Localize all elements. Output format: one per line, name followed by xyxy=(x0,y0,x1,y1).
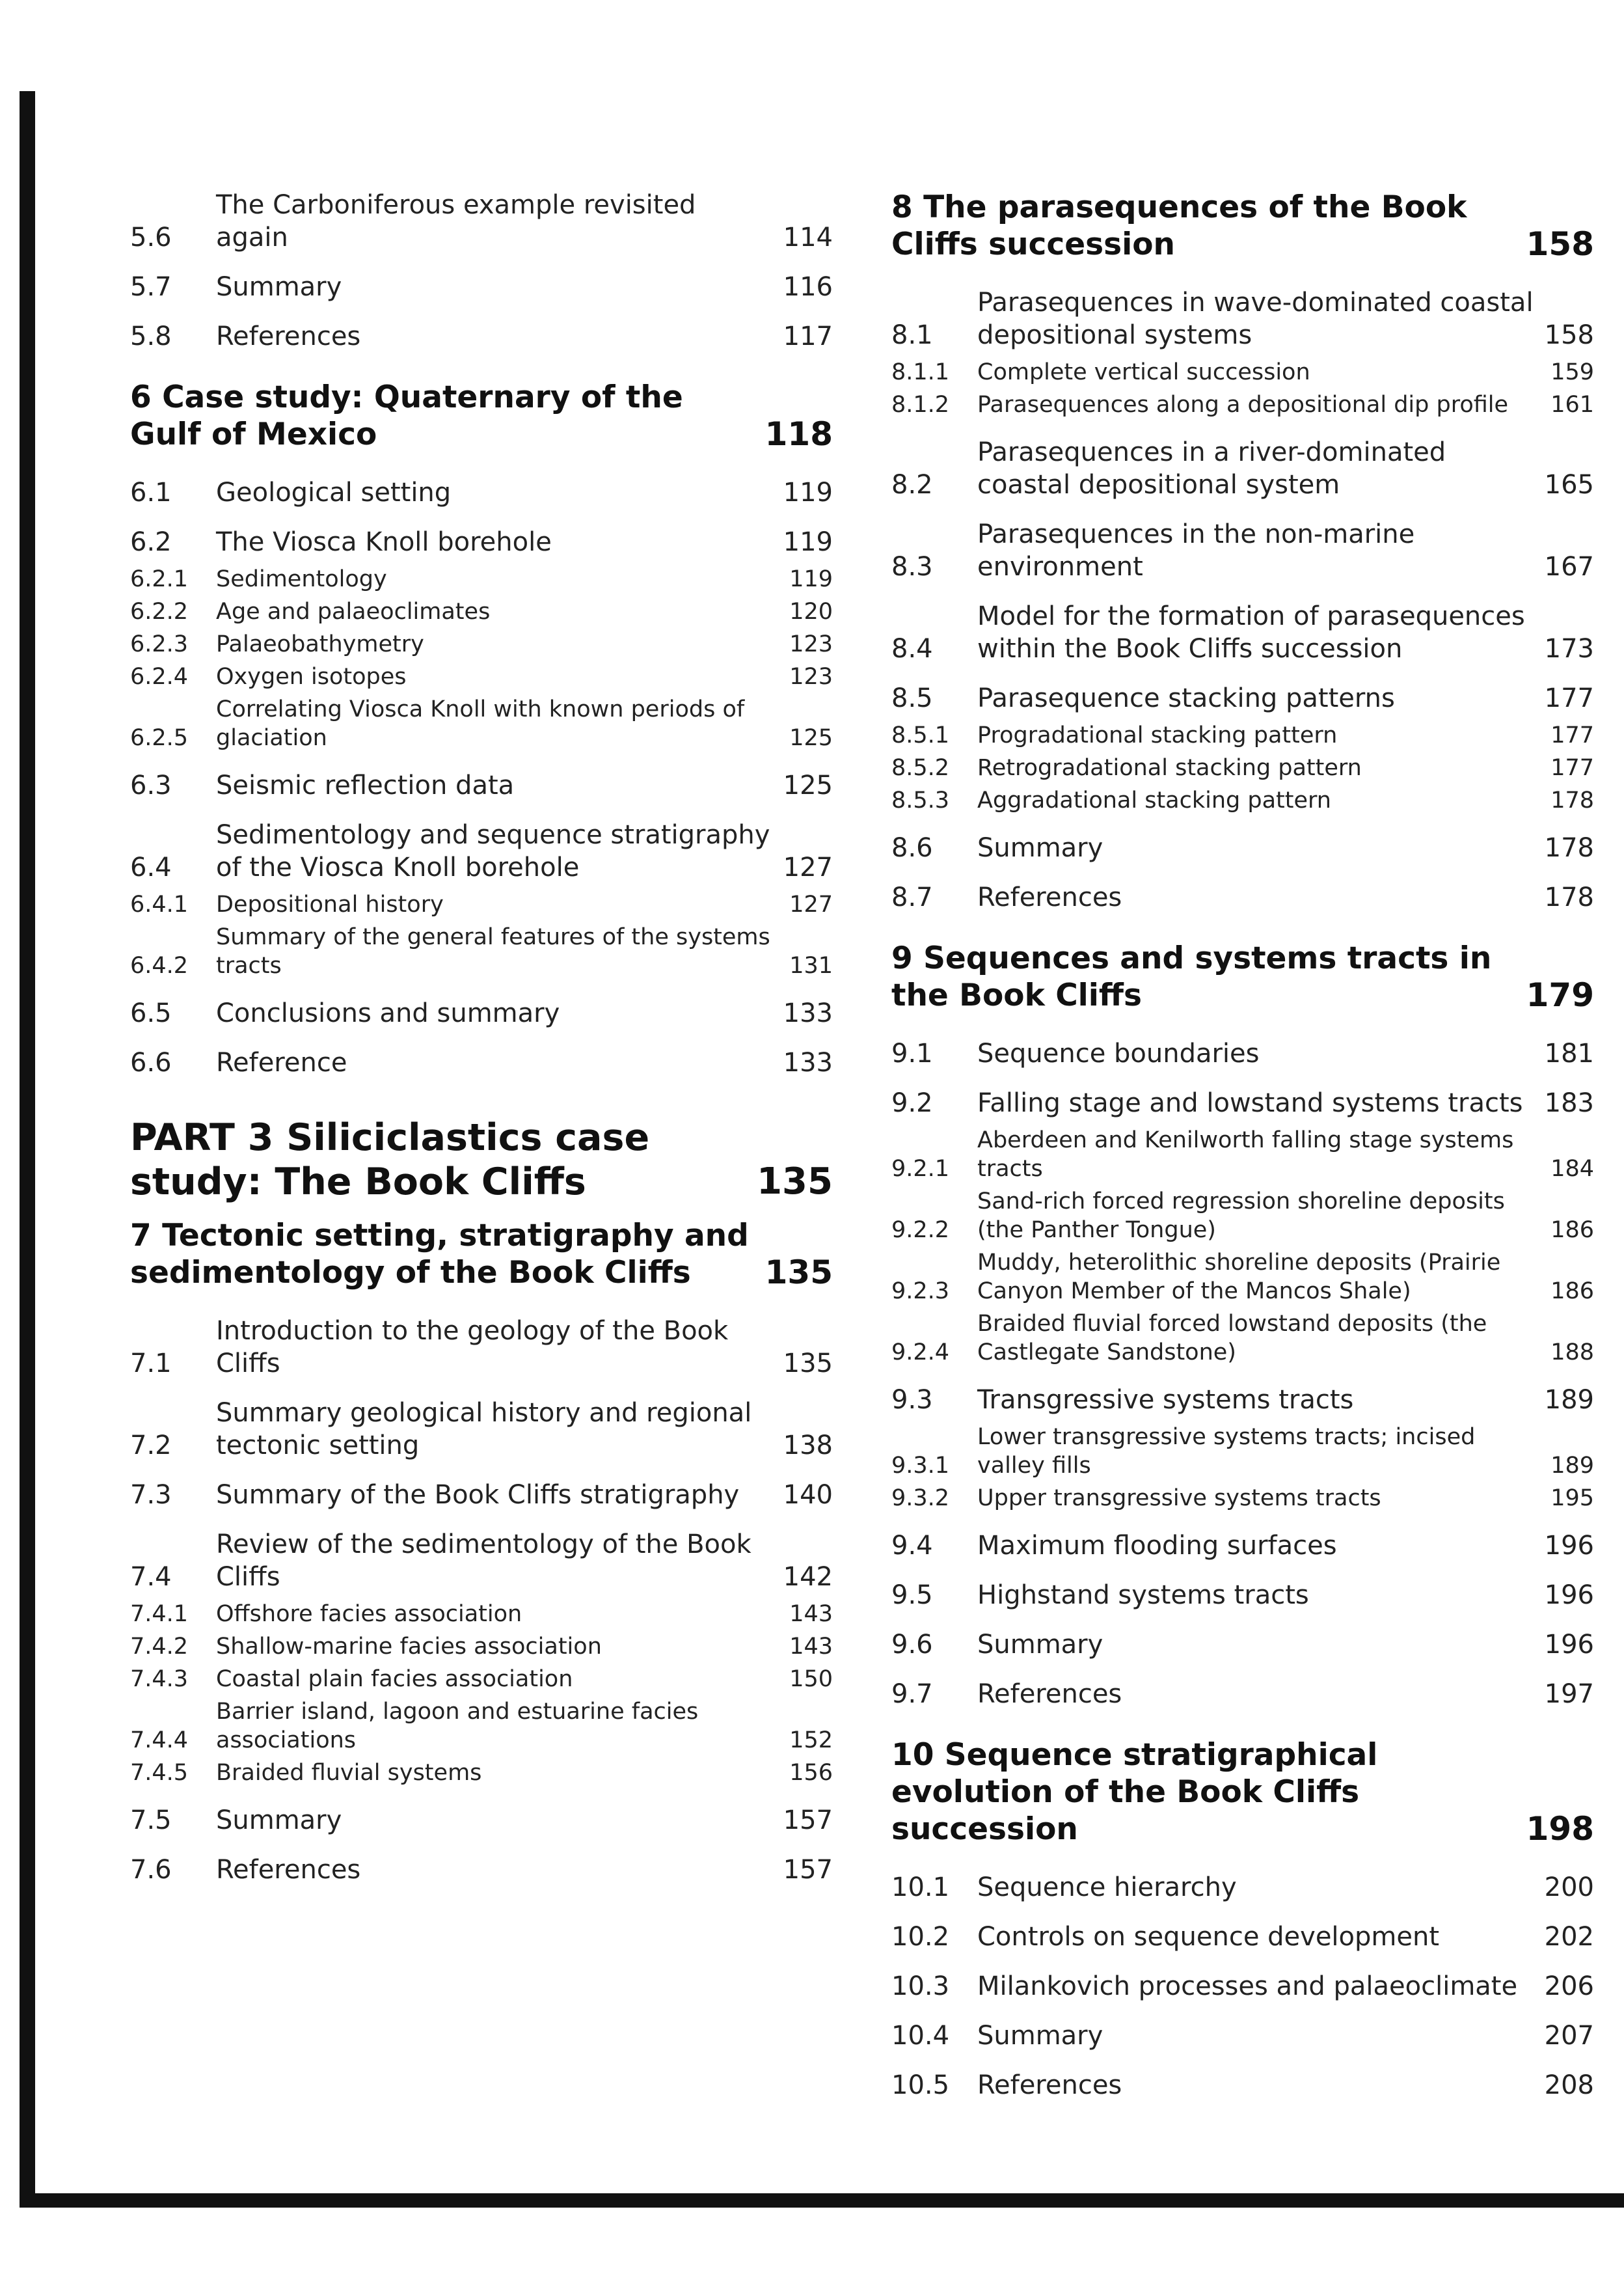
section-title: Summary of the general features of the systems tracts xyxy=(216,924,770,979)
section-title: Summary xyxy=(216,272,342,302)
toc-section[interactable] xyxy=(891,1970,1594,2003)
page-number: 114 xyxy=(783,223,833,253)
section-number: 7.4 xyxy=(130,1562,172,1592)
page-number: 156 xyxy=(789,1760,833,1786)
section-number: 5.8 xyxy=(130,322,172,351)
toc-section[interactable] xyxy=(891,682,1594,715)
section-title: Progradational stacking pattern xyxy=(977,722,1338,748)
toc-section[interactable] xyxy=(891,832,1594,864)
section-number: 6.2.2 xyxy=(130,599,189,625)
toc-subsection[interactable] xyxy=(130,923,833,980)
section-title: Palaeobathymetry xyxy=(216,631,424,657)
section-number: 8.1 xyxy=(891,320,933,350)
section-number: 6.4.1 xyxy=(130,892,189,918)
section-title: Highstand systems tracts xyxy=(977,1580,1309,1610)
toc-section[interactable] xyxy=(130,1854,833,1886)
heading-page: 118 xyxy=(765,415,833,453)
toc-section[interactable] xyxy=(130,1315,833,1380)
section-number: 7.2 xyxy=(130,1431,172,1460)
page-number: 177 xyxy=(1550,722,1594,748)
section-number: 10.4 xyxy=(891,2021,950,2051)
section-title: Parasequence stacking patterns xyxy=(977,683,1395,713)
section-number: 9.4 xyxy=(891,1531,933,1561)
heading-title: 7 Tectonic setting, stratigraphy and sedimentology of the Book Cliffs xyxy=(130,1218,749,1291)
section-title: Summary of the Book Cliffs stratigraphy xyxy=(216,1480,740,1510)
page-edge-shadow-bottom xyxy=(20,2193,1624,2208)
section-title: Lower transgressive systems tracts; incised valley fills xyxy=(977,1424,1476,1479)
section-title: The Viosca Knoll borehole xyxy=(216,527,552,557)
chapter-heading[interactable] xyxy=(130,1217,833,1291)
section-number: 9.2 xyxy=(891,1088,933,1118)
chapter-heading[interactable] xyxy=(130,379,833,453)
toc-section[interactable] xyxy=(130,526,833,558)
section-title: Introduction to the geology of the Book Cliffs xyxy=(216,1316,729,1378)
page-number: 119 xyxy=(783,527,833,557)
section-title: Summary xyxy=(977,833,1103,863)
toc-section[interactable] xyxy=(130,1397,833,1462)
toc-section[interactable] xyxy=(130,1528,833,1593)
toc-section[interactable] xyxy=(891,1871,1594,1904)
toc-subsection[interactable] xyxy=(130,695,833,752)
page-number: 117 xyxy=(783,322,833,351)
toc-section[interactable] xyxy=(891,1921,1594,1953)
section-number: 7.4.3 xyxy=(130,1666,189,1692)
page-number: 127 xyxy=(783,853,833,883)
toc-column-right xyxy=(891,189,1594,2102)
section-number: 7.4.5 xyxy=(130,1760,189,1786)
toc-subsection[interactable] xyxy=(130,597,833,626)
section-title: Summary xyxy=(977,2021,1103,2051)
heading-title: 9 Sequences and systems tracts in the Book Cliffs xyxy=(891,940,1492,1013)
section-number: 10.2 xyxy=(891,1922,950,1952)
toc-subsection[interactable] xyxy=(891,1248,1594,1306)
toc-section[interactable] xyxy=(130,819,833,884)
page-number: 195 xyxy=(1550,1485,1594,1511)
page-number: 123 xyxy=(789,664,833,690)
section-number: 6.3 xyxy=(130,771,172,801)
section-number: 6.2.4 xyxy=(130,664,189,690)
section-number: 8.6 xyxy=(891,833,933,863)
section-title: Barrier island, lagoon and estuarine facies associations xyxy=(216,1699,699,1753)
section-number: 8.2 xyxy=(891,470,933,500)
page-number: 208 xyxy=(1544,2070,1594,2100)
toc-section[interactable] xyxy=(891,286,1594,351)
section-title: Maximum flooding surfaces xyxy=(977,1531,1337,1561)
section-number: 7.6 xyxy=(130,1855,172,1885)
toc-section[interactable] xyxy=(130,1479,833,1511)
toc-section[interactable] xyxy=(130,189,833,254)
section-title: Review of the sedimentology of the Book Cliffs xyxy=(216,1529,751,1592)
section-title: Transgressive systems tracts xyxy=(977,1385,1354,1415)
section-title: Braided fluvial forced lowstand deposits (the Castlegate Sandstone) xyxy=(977,1311,1487,1365)
toc-section[interactable] xyxy=(130,769,833,802)
section-title: Milankovich processes and palaeoclimate xyxy=(977,1971,1518,2001)
toc-section[interactable] xyxy=(891,518,1594,583)
section-title: Coastal plain facies association xyxy=(216,1666,573,1692)
page-number: 189 xyxy=(1550,1453,1594,1479)
section-number: 9.3.2 xyxy=(891,1485,950,1511)
heading-page: 198 xyxy=(1526,1810,1594,1848)
section-title: Conclusions and summary xyxy=(216,998,560,1028)
section-title: Correlating Viosca Knoll with known periods of glaciation xyxy=(216,696,745,751)
page-number: 177 xyxy=(1544,683,1594,713)
section-title: Falling stage and lowstand systems tracts xyxy=(977,1088,1523,1118)
section-number: 9.2.1 xyxy=(891,1156,950,1182)
page-number: 138 xyxy=(783,1431,833,1460)
page-number: 143 xyxy=(789,1601,833,1627)
part-heading[interactable] xyxy=(130,1116,833,1204)
page-number: 206 xyxy=(1544,1971,1594,2001)
page-number: 125 xyxy=(783,771,833,801)
section-number: 8.1.2 xyxy=(891,392,950,418)
section-title: Seismic reflection data xyxy=(216,771,515,801)
toc-section[interactable] xyxy=(891,600,1594,665)
section-number: 6.1 xyxy=(130,478,172,508)
toc-section[interactable] xyxy=(891,1628,1594,1661)
heading-title: 10 Sequence stratigraphical evolution of the Book Cliffs succession xyxy=(891,1737,1378,1847)
section-title: Aggradational stacking pattern xyxy=(977,787,1331,814)
section-title: Muddy, heterolithic shoreline deposits (Prairie Canyon Member of the Mancos Shale) xyxy=(977,1250,1501,1304)
section-number: 7.4.2 xyxy=(130,1634,189,1660)
toc-subsection[interactable] xyxy=(130,1600,833,1628)
section-number: 8.3 xyxy=(891,552,933,582)
toc-subsection[interactable] xyxy=(891,721,1594,750)
section-title: References xyxy=(977,1679,1122,1709)
page-number: 133 xyxy=(783,1048,833,1078)
page-number: 131 xyxy=(789,953,833,979)
section-number: 8.5 xyxy=(891,683,933,713)
section-number: 7.3 xyxy=(130,1480,172,1510)
page-number: 186 xyxy=(1550,1278,1594,1304)
heading-page: 135 xyxy=(765,1253,833,1291)
section-title: Summary xyxy=(216,1805,342,1835)
page-number: 140 xyxy=(783,1480,833,1510)
section-title: Upper transgressive systems tracts xyxy=(977,1485,1381,1511)
page-number: 196 xyxy=(1544,1531,1594,1561)
section-number: 9.1 xyxy=(891,1039,933,1069)
toc-subsection[interactable] xyxy=(130,1665,833,1693)
section-number: 9.3.1 xyxy=(891,1453,950,1479)
page-number: 157 xyxy=(783,1805,833,1835)
toc-subsection[interactable] xyxy=(130,1697,833,1755)
section-title: Controls on sequence development xyxy=(977,1922,1440,1952)
page-number: 178 xyxy=(1544,883,1594,912)
page-number: 116 xyxy=(783,272,833,302)
page-number: 127 xyxy=(789,892,833,918)
section-number: 9.6 xyxy=(891,1630,933,1660)
toc-subsection[interactable] xyxy=(891,754,1594,782)
section-number: 5.6 xyxy=(130,223,172,253)
page-number: 207 xyxy=(1544,2021,1594,2051)
page-number: 120 xyxy=(789,599,833,625)
page-number: 177 xyxy=(1550,755,1594,781)
toc-section[interactable] xyxy=(130,997,833,1030)
page-number: 200 xyxy=(1544,1872,1594,1902)
heading-title: PART 3 Siliciclastics case study: The Book Cliffs xyxy=(130,1116,650,1203)
toc-section[interactable] xyxy=(891,1087,1594,1119)
chapter-heading[interactable] xyxy=(891,940,1594,1014)
page-number: 196 xyxy=(1544,1580,1594,1610)
page-number: 188 xyxy=(1550,1339,1594,1365)
page-number: 178 xyxy=(1550,787,1594,814)
page-number: 143 xyxy=(789,1634,833,1660)
section-title: Sequence boundaries xyxy=(977,1039,1260,1069)
toc-section[interactable] xyxy=(891,1678,1594,1710)
page-number: 159 xyxy=(1550,359,1594,385)
page-number: 142 xyxy=(783,1562,833,1592)
section-number: 6.4 xyxy=(130,853,172,883)
section-title: References xyxy=(977,2070,1122,2100)
section-number: 10.1 xyxy=(891,1872,950,1902)
toc-section[interactable] xyxy=(891,1579,1594,1611)
toc-subsection[interactable] xyxy=(130,890,833,919)
page-number: 157 xyxy=(783,1855,833,1885)
section-number: 7.1 xyxy=(130,1349,172,1378)
toc-section[interactable] xyxy=(130,320,833,353)
section-number: 9.2.4 xyxy=(891,1339,950,1365)
toc-section[interactable] xyxy=(891,2069,1594,2102)
section-number: 8.7 xyxy=(891,883,933,912)
page-number: 202 xyxy=(1544,1922,1594,1952)
section-number: 9.3 xyxy=(891,1385,933,1415)
section-number: 6.2 xyxy=(130,527,172,557)
heading-title: 8 The parasequences of the Book Cliffs succession xyxy=(891,189,1467,262)
section-number: 6.2.3 xyxy=(130,631,189,657)
section-number: 7.4.4 xyxy=(130,1727,189,1753)
section-number: 5.7 xyxy=(130,272,172,302)
section-number: 8.5.1 xyxy=(891,722,950,748)
section-title: The Carboniferous example revisited again xyxy=(216,190,696,253)
section-title: Summary geological history and regional tectonic setting xyxy=(216,1398,752,1460)
toc-section[interactable] xyxy=(891,881,1594,914)
section-number: 6.6 xyxy=(130,1048,172,1078)
toc-section[interactable] xyxy=(130,476,833,509)
toc-subsection[interactable] xyxy=(891,1484,1594,1513)
chapter-heading[interactable] xyxy=(891,189,1594,263)
section-number: 8.5.2 xyxy=(891,755,950,781)
heading-page: 158 xyxy=(1526,225,1594,263)
section-number: 9.2.2 xyxy=(891,1217,950,1243)
section-title: Parasequences in the non-marine environment xyxy=(977,519,1415,582)
toc-subsection[interactable] xyxy=(891,1126,1594,1183)
section-number: 6.5 xyxy=(130,998,172,1028)
page-number: 119 xyxy=(789,566,833,592)
page-number: 161 xyxy=(1550,392,1594,418)
page-number: 125 xyxy=(789,725,833,751)
section-title: Parasequences along a depositional dip profile xyxy=(977,392,1509,418)
section-title: Sedimentology and sequence stratigraphy of the Viosca Knoll borehole xyxy=(216,820,770,883)
toc-subsection[interactable] xyxy=(130,663,833,691)
section-number: 8.5.3 xyxy=(891,787,950,814)
section-title: References xyxy=(216,322,361,351)
toc-subsection[interactable] xyxy=(891,1309,1594,1367)
section-number: 10.5 xyxy=(891,2070,950,2100)
section-number: 9.7 xyxy=(891,1679,933,1709)
heading-page: 179 xyxy=(1526,976,1594,1014)
section-title: Sequence hierarchy xyxy=(977,1872,1237,1902)
section-title: References xyxy=(216,1855,361,1885)
section-title: Depositional history xyxy=(216,892,444,918)
section-number: 9.5 xyxy=(891,1580,933,1610)
page-number: 150 xyxy=(789,1666,833,1692)
page-number: 184 xyxy=(1550,1156,1594,1182)
section-title: Reference xyxy=(216,1048,347,1078)
toc-subsection[interactable] xyxy=(130,565,833,594)
section-title: Braided fluvial systems xyxy=(216,1760,482,1786)
section-number: 6.2.5 xyxy=(130,725,189,751)
toc-section[interactable] xyxy=(891,1037,1594,1070)
page-number: 167 xyxy=(1544,552,1594,582)
section-title: Offshore facies association xyxy=(216,1601,522,1627)
page-number: 123 xyxy=(789,631,833,657)
page-edge-shadow-left xyxy=(20,91,35,2203)
page-number: 119 xyxy=(783,478,833,508)
page-number: 133 xyxy=(783,998,833,1028)
section-number: 7.5 xyxy=(130,1805,172,1835)
section-title: Shallow-marine facies association xyxy=(216,1634,602,1660)
section-title: Aberdeen and Kenilworth falling stage systems tracts xyxy=(977,1127,1514,1182)
section-title: Oxygen isotopes xyxy=(216,664,407,690)
page-number: 186 xyxy=(1550,1217,1594,1243)
section-title: Retrogradational stacking pattern xyxy=(977,755,1362,781)
page-number: 135 xyxy=(783,1349,833,1378)
heading-title: 6 Case study: Quaternary of the Gulf of Mexico xyxy=(130,379,683,452)
section-title: Parasequences in a river-dominated coastal depositional system xyxy=(977,437,1446,500)
section-title: Summary xyxy=(977,1630,1103,1660)
section-number: 6.4.2 xyxy=(130,953,189,979)
toc-subsection[interactable] xyxy=(891,358,1594,387)
section-title: Sand-rich forced regression shoreline deposits (the Panther Tongue) xyxy=(977,1188,1505,1243)
section-title: Sedimentology xyxy=(216,566,387,592)
section-number: 10.3 xyxy=(891,1971,950,2001)
chapter-heading[interactable] xyxy=(891,1736,1594,1848)
section-number: 7.4.1 xyxy=(130,1601,189,1627)
toc-section[interactable] xyxy=(130,271,833,303)
heading-page: 135 xyxy=(757,1160,833,1203)
toc-section[interactable] xyxy=(891,2020,1594,2052)
page-number: 181 xyxy=(1544,1039,1594,1069)
toc-section[interactable] xyxy=(891,436,1594,501)
section-number: 6.2.1 xyxy=(130,566,189,592)
toc-subsection[interactable] xyxy=(130,1759,833,1787)
toc-subsection[interactable] xyxy=(130,630,833,659)
section-title: Geological setting xyxy=(216,478,452,508)
section-number: 8.1.1 xyxy=(891,359,950,385)
toc-subsection[interactable] xyxy=(891,786,1594,815)
page-number: 178 xyxy=(1544,833,1594,863)
section-title: Parasequences in wave-dominated coastal depositional systems xyxy=(977,288,1534,350)
page-number: 158 xyxy=(1544,320,1594,350)
page-number: 173 xyxy=(1544,634,1594,664)
section-title: Age and palaeoclimates xyxy=(216,599,491,625)
section-title: Complete vertical succession xyxy=(977,359,1310,385)
toc-subsection[interactable] xyxy=(130,1632,833,1661)
section-title: References xyxy=(977,883,1122,912)
toc-section[interactable] xyxy=(891,1384,1594,1416)
page-number: 165 xyxy=(1544,470,1594,500)
page-number: 183 xyxy=(1544,1088,1594,1118)
section-number: 9.2.3 xyxy=(891,1278,950,1304)
section-title: Model for the formation of parasequences within the Book Cliffs succession xyxy=(977,601,1525,664)
toc-column-left xyxy=(130,189,833,1886)
toc-section[interactable] xyxy=(130,1804,833,1837)
toc-subsection[interactable] xyxy=(891,1187,1594,1244)
page-number: 189 xyxy=(1544,1385,1594,1415)
page-number: 196 xyxy=(1544,1630,1594,1660)
section-number: 8.4 xyxy=(891,634,933,664)
toc-subsection[interactable] xyxy=(891,390,1594,419)
toc-section[interactable] xyxy=(130,1047,833,1079)
page-number: 152 xyxy=(789,1727,833,1753)
toc-subsection[interactable] xyxy=(891,1423,1594,1480)
page-number: 197 xyxy=(1544,1679,1594,1709)
toc-section[interactable] xyxy=(891,1529,1594,1562)
